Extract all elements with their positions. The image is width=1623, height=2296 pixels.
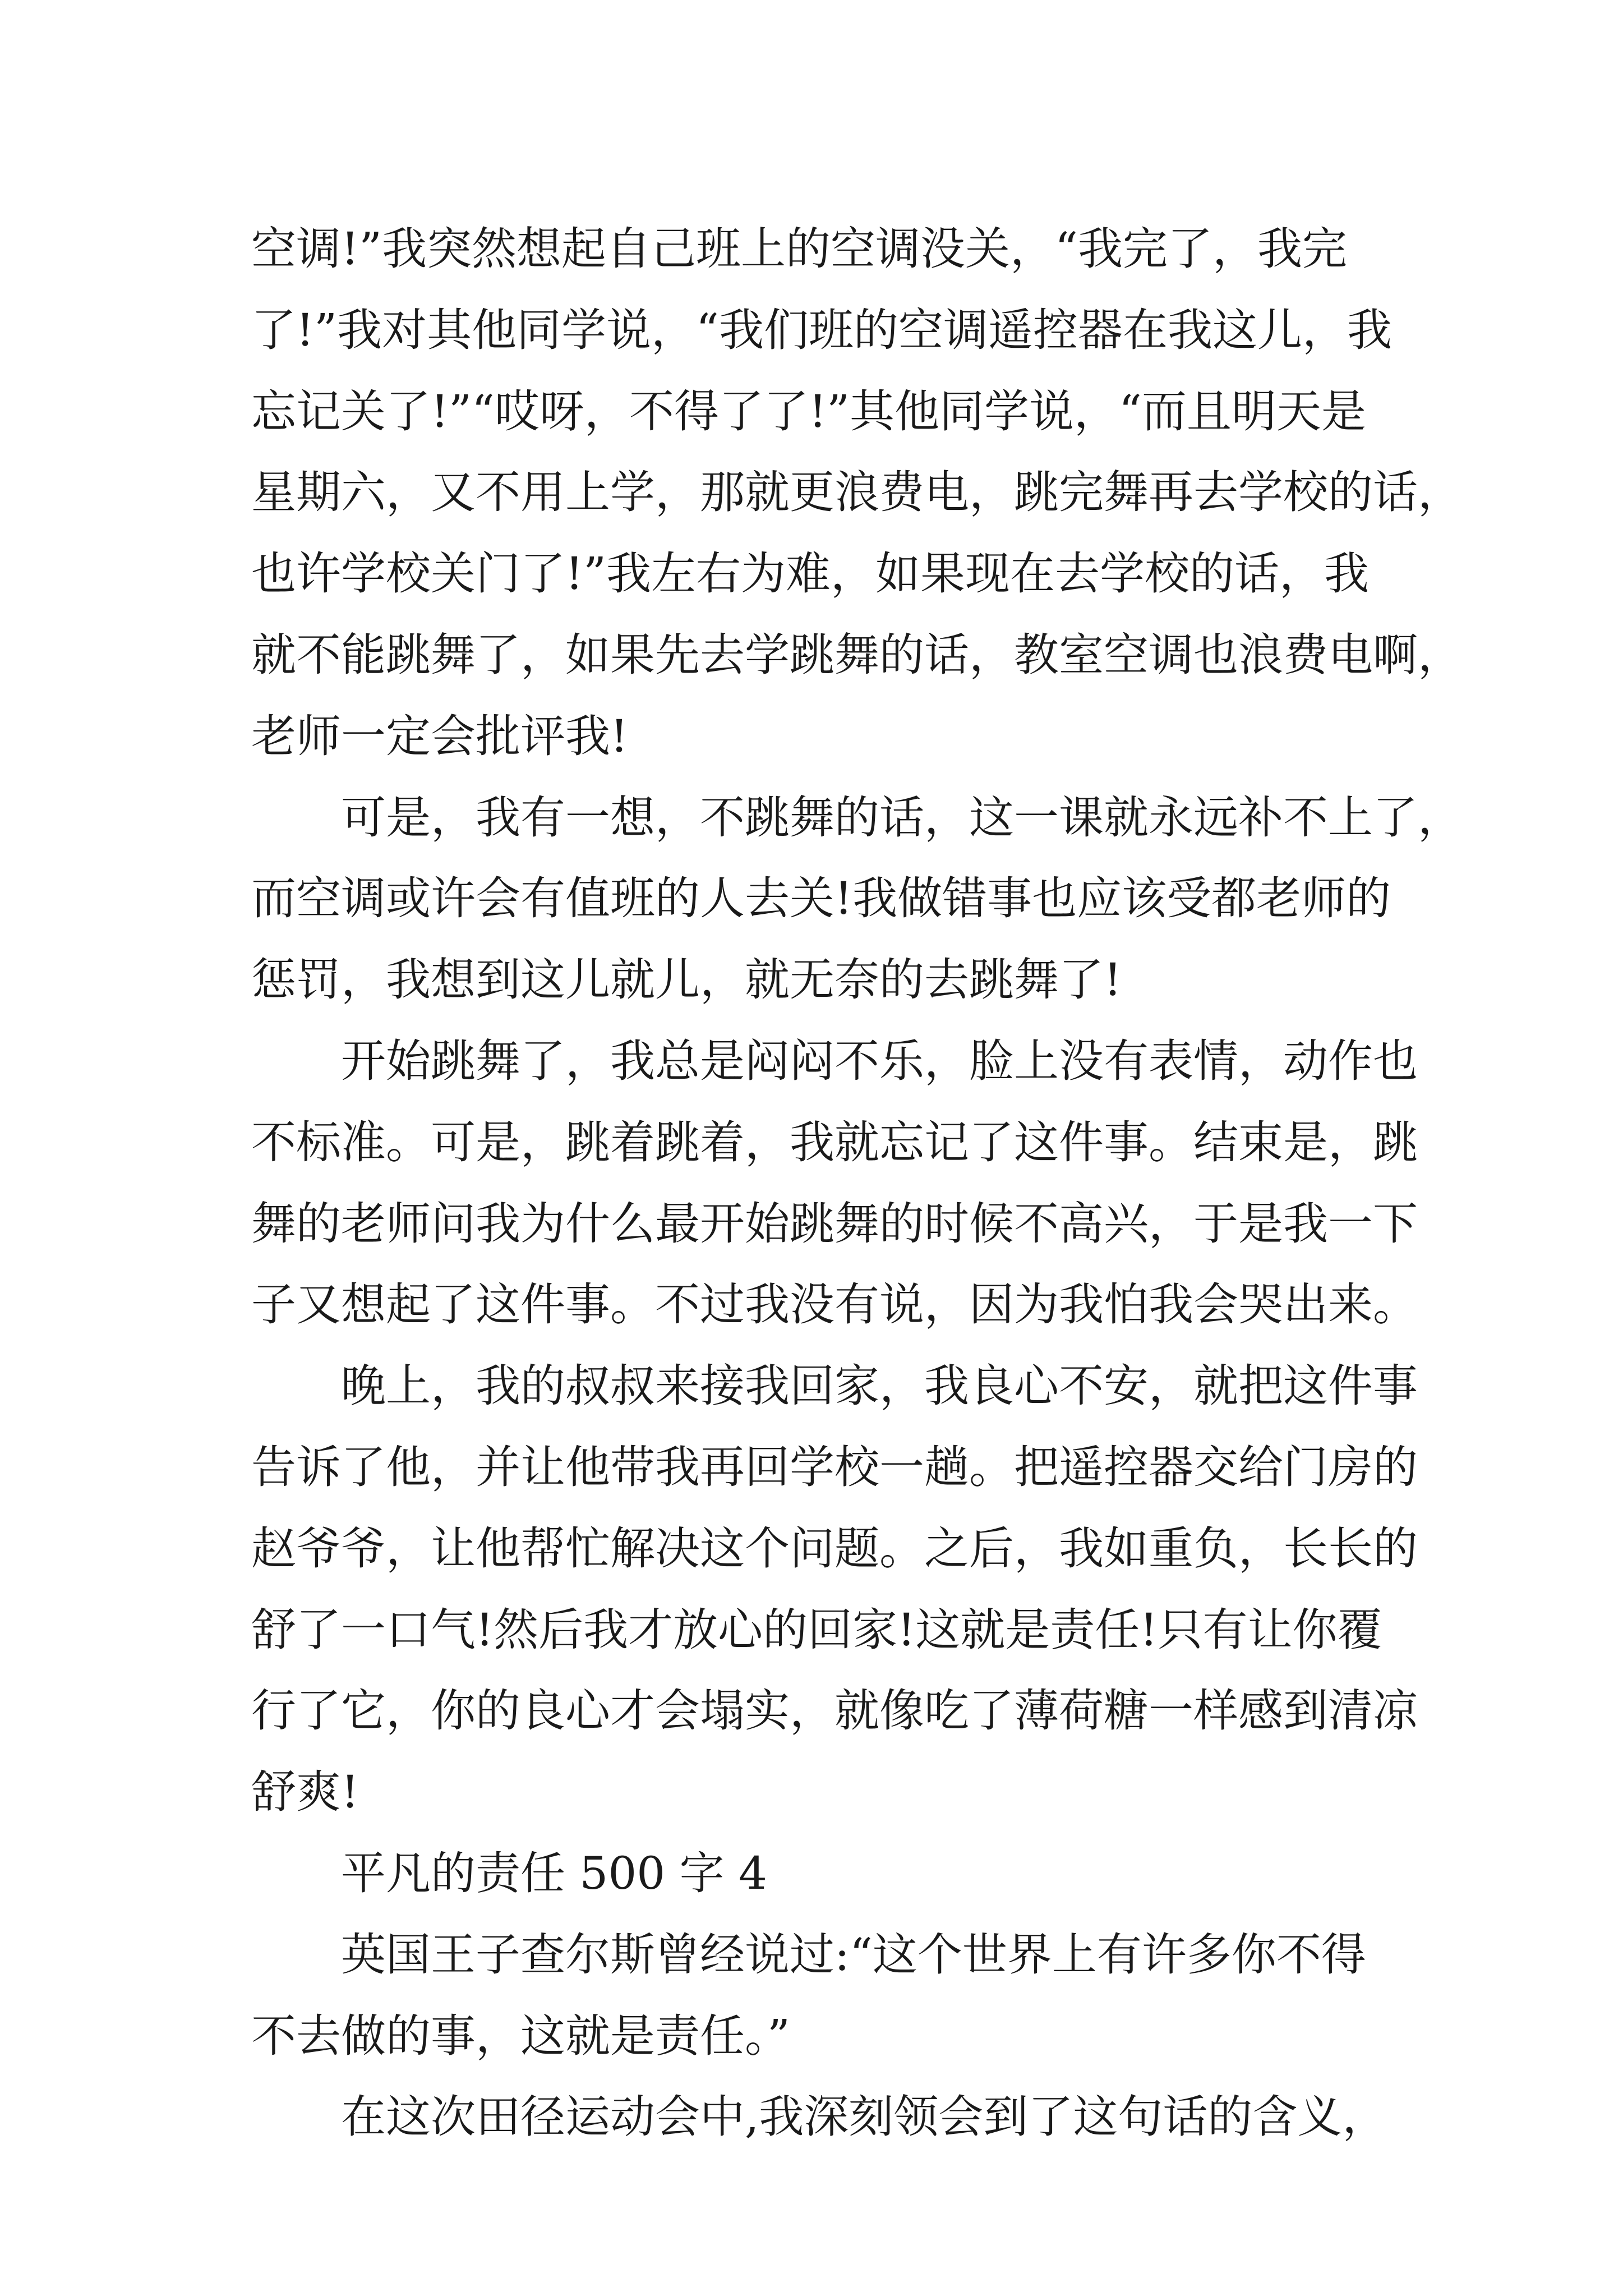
text-line: 赵爷爷，让他帮忙解决这个问题。之后，我如重负，长长的	[251, 1522, 1418, 1575]
text-line: 了!”我对其他同学说，“我们班的空调遥控器在我这儿，我	[251, 303, 1392, 356]
text-line: 不标准。可是，跳着跳着，我就忘记了这件事。结束是，跳	[251, 1116, 1418, 1168]
section-heading: 平凡的责任 500 字 4	[341, 1847, 767, 1899]
text-line: 忘记关了!”“哎呀，不得了了!”其他同学说，“而且明天是	[251, 385, 1366, 438]
text-line: 就不能跳舞了，如果先去学跳舞的话，教室空调也浪费电啊，	[251, 628, 1463, 681]
text-line: 告诉了他，并让他带我再回学校一趟。把遥控器交给门房的	[251, 1441, 1418, 1493]
text-line: 老师一定会批评我!	[251, 710, 629, 762]
document-body	[251, 209, 1463, 2158]
paragraph-first-line: 开始跳舞了，我总是闷闷不乐，脸上没有表情，动作也	[341, 1034, 1418, 1087]
text-line: 星期六，又不用上学，那就更浪费电，跳完舞再去学校的话，	[251, 466, 1463, 519]
text-line: 不去做的事，这就是责任。”	[251, 2009, 790, 2062]
text-line: 舒爽!	[251, 1766, 359, 1819]
text-line: 惩罚，我想到这儿就儿，就无奈的去跳舞了!	[251, 954, 1122, 1006]
paragraph-first-line: 晚上，我的叔叔来接我回家，我良心不安，就把这件事	[341, 1360, 1418, 1412]
text-line: 也许学校关门了!”我左右为难，如果现在去学校的话，我	[251, 547, 1370, 600]
text-line: 空调!”我突然想起自己班上的空调没关，“我完了，我完	[251, 223, 1347, 275]
text-line: 舞的老师问我为什么最开始跳舞的时候不高兴，于是我一下	[251, 1197, 1418, 1250]
text-line: 而空调或许会有值班的人去关!我做错事也应该受都老师的	[251, 872, 1391, 925]
text-line: 子又想起了这件事。不过我没有说，因为我怕我会哭出来。	[251, 1278, 1418, 1331]
paragraph-first-line: 在这次田径运动会中,我深刻领会到了这句话的含义，	[341, 2091, 1387, 2143]
paragraph-first-line: 可是，我有一想，不跳舞的话，这一课就永远补不上了，	[341, 791, 1463, 844]
paragraph-first-line: 英国王子查尔斯曾经说过:“这个世界上有许多你不得	[341, 1928, 1366, 1981]
text-line: 行了它，你的良心才会塌实，就像吃了薄荷糖一样感到清凉	[251, 1685, 1418, 1737]
text-line: 舒了一口气!然后我才放心的回家!这就是责任!只有让你覆	[251, 1603, 1382, 1656]
